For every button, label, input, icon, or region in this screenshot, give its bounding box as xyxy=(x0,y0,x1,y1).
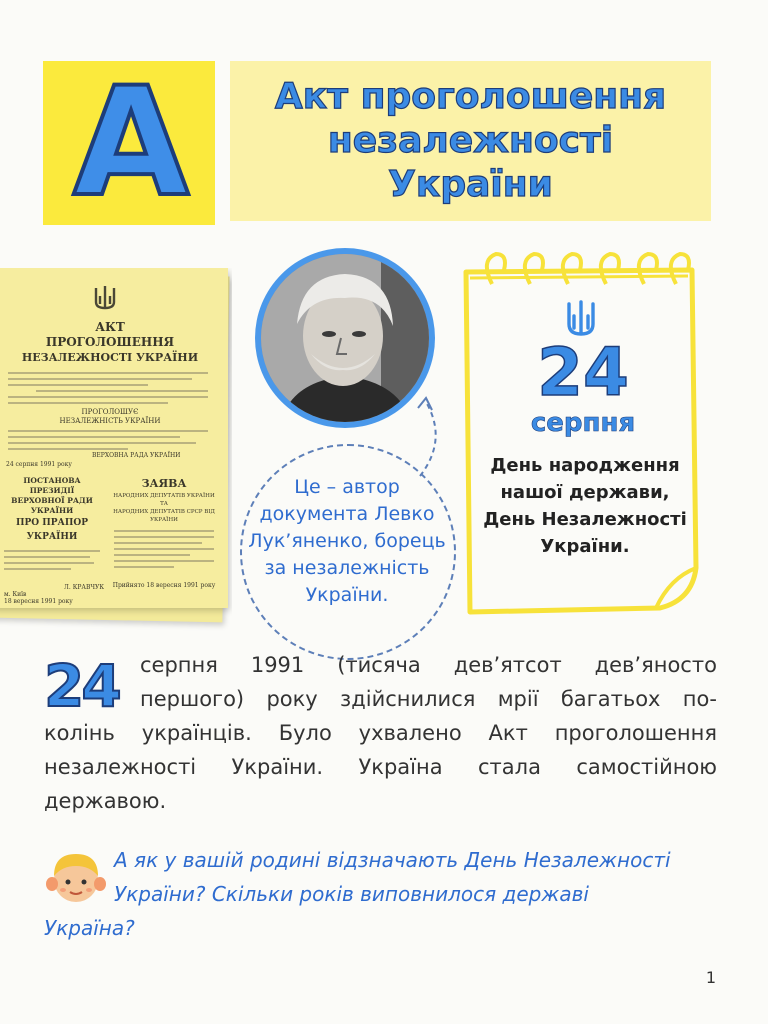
big-letter: А xyxy=(72,56,186,230)
paragraph-line-4 xyxy=(44,750,717,784)
paragraph-line-1 xyxy=(140,648,717,682)
doc-heading-2: ПРОГОЛОШЕННЯ xyxy=(45,335,175,349)
calendar-caption-line-3: День Незалежності xyxy=(483,509,687,530)
word: колінь xyxy=(44,721,115,745)
calendar-caption-line-1: День народження xyxy=(490,455,680,476)
word: першого) xyxy=(140,687,245,711)
doc-statement-date: Прийнято 18 вересня 1991 року xyxy=(112,582,216,589)
word: проголошення xyxy=(554,721,717,745)
word: дев’ятсот xyxy=(453,653,562,677)
calendar-month: серпня xyxy=(530,408,636,438)
word: мрії xyxy=(497,687,539,711)
paragraph-line-2 xyxy=(140,682,717,716)
doc-resolution-date: 18 вересня 1991 року xyxy=(4,598,73,605)
word: Україна xyxy=(358,755,443,779)
doc-resolution-title-2: ВЕРХОВНОЇ РАДИ УКРАЇНИ xyxy=(11,496,93,515)
page-number: 1 xyxy=(705,968,716,987)
doc-signature: ВЕРХОВНА РАДА УКРАЇНИ xyxy=(92,452,181,459)
calendar-caption-line-4: України. xyxy=(540,536,630,557)
bubble-line-2: документа Левко xyxy=(259,503,435,525)
bubble-line-3: Лук’яненко, борець xyxy=(248,530,446,552)
word: Було xyxy=(278,721,332,745)
child-face-icon xyxy=(44,846,108,908)
word: України. xyxy=(231,755,324,779)
word: по- xyxy=(682,687,717,711)
paragraph-line-5: державою. xyxy=(44,789,167,813)
doc-heading-1: АКТ xyxy=(95,320,125,334)
doc-statement-title: ЗАЯВА xyxy=(141,477,187,490)
doc-independence: НЕЗАЛЕЖНІСТЬ УКРАЇНИ xyxy=(59,417,161,425)
doc-resolution-sign: Л. КРАВЧУК xyxy=(63,584,104,591)
word: серпня xyxy=(140,653,218,677)
word: Акт xyxy=(488,721,528,745)
drop-cap-number: 24 xyxy=(44,652,119,720)
paragraph-line-3 xyxy=(44,716,717,750)
doc-resolution-city: м. Київ xyxy=(4,591,27,598)
word: самостійною xyxy=(576,755,717,779)
word: незалежності xyxy=(44,755,197,779)
word: дев’яносто xyxy=(594,653,717,677)
doc-body-lines xyxy=(8,372,208,408)
word: українців. xyxy=(141,721,252,745)
letter-block xyxy=(43,56,215,230)
document-sheet-front xyxy=(0,268,228,608)
word: здійснилися xyxy=(340,687,476,711)
word: стала xyxy=(478,755,541,779)
calendar-page xyxy=(456,248,710,620)
page-title-line-1: Акт проголошення xyxy=(274,76,667,117)
question-line-3: Україна? xyxy=(44,916,135,940)
doc-date: 24 серпня 1991 року xyxy=(6,461,72,468)
word: року xyxy=(266,687,318,711)
word: 1991 xyxy=(250,653,305,677)
bubble-line-4: за незалежність xyxy=(264,557,430,579)
doc-statement-sub-1: НАРОДНИХ ДЕПУТАТІВ УКРАЇНИ ТА xyxy=(113,493,215,507)
trident-icon xyxy=(564,300,598,338)
calendar-caption-line-2: нашої держави, xyxy=(500,482,670,503)
page-title-line-3: України xyxy=(388,164,553,205)
bubble-line-1: Це – автор xyxy=(294,476,400,498)
trident-icon xyxy=(92,284,118,312)
doc-resolution-title-3: ПРО ПРАПОР УКРАЇНИ xyxy=(16,518,88,542)
page-title-line-2: незалежності xyxy=(327,120,614,161)
word: ухвалено xyxy=(358,721,462,745)
word: багатьох xyxy=(560,687,661,711)
question-line-1: А як у вашій родині відзначають День Незалежності xyxy=(114,848,671,872)
document-photo xyxy=(0,268,232,634)
calendar-caption xyxy=(470,452,700,560)
doc-resolution xyxy=(0,476,104,605)
doc-statement-sub-2: НАРОДНИХ ДЕПУТАТІВ СРСР ВІД УКРАЇНИ xyxy=(113,509,215,523)
bubble-line-5: України. xyxy=(305,584,389,606)
bubble-text xyxy=(244,474,450,609)
doc-body-lines-2 xyxy=(8,430,208,454)
title-block xyxy=(230,61,711,221)
doc-heading-3: НЕЗАЛЕЖНОСТІ УКРАЇНИ xyxy=(21,351,199,364)
question-line-2: України? Скільки років виповнилося державі xyxy=(114,882,589,906)
doc-proclaims: ПРОГОЛОШУЄ xyxy=(81,408,139,416)
word: (тисяча xyxy=(337,653,421,677)
doc-resolution-title-1: ПОСТАНОВА ПРЕЗИДІЇ xyxy=(23,476,81,495)
calendar-day: 24 xyxy=(537,334,629,411)
doc-statement xyxy=(110,476,218,589)
